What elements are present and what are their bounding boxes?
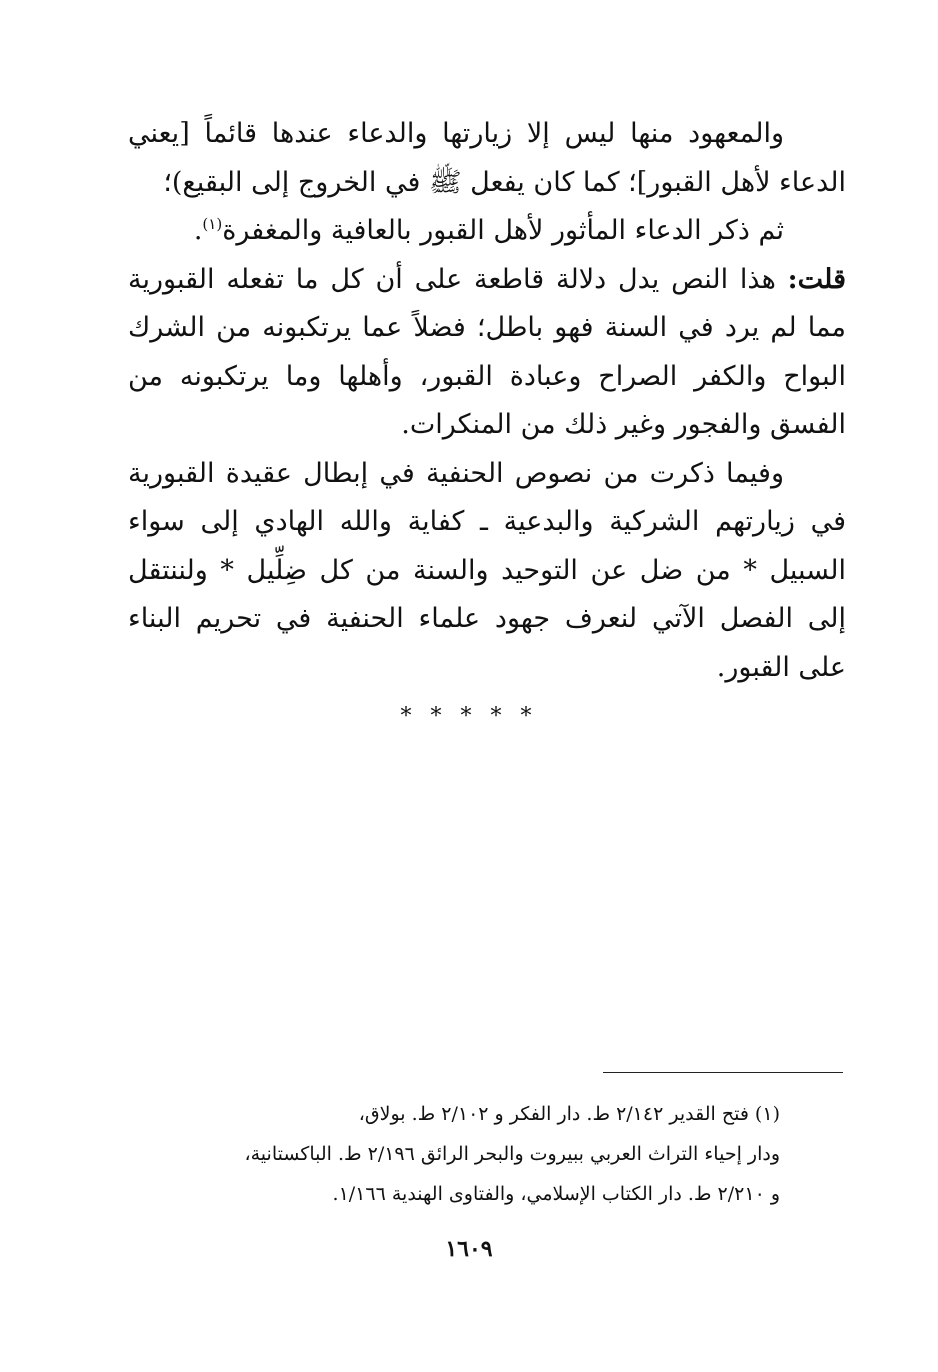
footnote-line-2: ودار إحياء التراث العربي ببيروت والبحر الرائق ٢/١٩٦ ط. الباكستانية، [244, 1143, 780, 1165]
main-text [128, 110, 846, 692]
paragraph-3 [128, 256, 846, 450]
footnote-line-1: (١) فتح القدير ٢/١٤٢ ط. دار الفكر و ٢/١٠٢ ط. بولاق، [358, 1103, 780, 1125]
section-separator: * * * * * [400, 704, 538, 729]
footnotes [180, 1094, 780, 1214]
paragraph-2-text: ثم ذكر الدعاء المأثور لأهل القبور بالعافية والمغفرة [222, 215, 784, 246]
paragraph-2-end: . [193, 215, 203, 246]
paragraph-4: وفيما ذكرت من نصوص الحنفية في إبطال عقيدة القبورية في زيارتهم الشركية والبدعية ـ كفاية والله الهادي إلى سواء السبيل * من ضل عن التوحيد والسنة من كل ضِلِّيل * ولننتقل إلى الفصل الآتي لنعرف جهود علماء الحنفية في تحريم البناء على القبور. [128, 457, 846, 683]
footnote-reference: (١) [202, 215, 223, 233]
paragraph-2 [128, 207, 846, 256]
footnote-divider [603, 1072, 843, 1073]
page-number: ١٦٠٩ [445, 1236, 493, 1262]
footnote-line-3: و ٢/٢١٠ ط. دار الكتاب الإسلامي، والفتاوى الهندية ١/١٦٦. [332, 1183, 780, 1205]
paragraph-3-label: قلت: [787, 263, 846, 295]
paragraph-3-text: هذا النص يدل دلالة قاطعة على أن كل ما تفعله القبورية مما لم يرد في السنة فهو باطل؛ فضلاً عما يرتكبونه من الشرك البواح والكفر الصراح وعبادة القبور، وأهلها وما يرتكبونه من الفسق والفجور وغير ذلك من المنكرات. [128, 263, 846, 440]
paragraph-1: والمعهود منها ليس إلا زيارتها والدعاء عندها قائماً [يعني الدعاء لأهل القبور]؛ كما كان يفعل ﷺ في الخروج إلى البقيع)؛ [128, 118, 846, 198]
